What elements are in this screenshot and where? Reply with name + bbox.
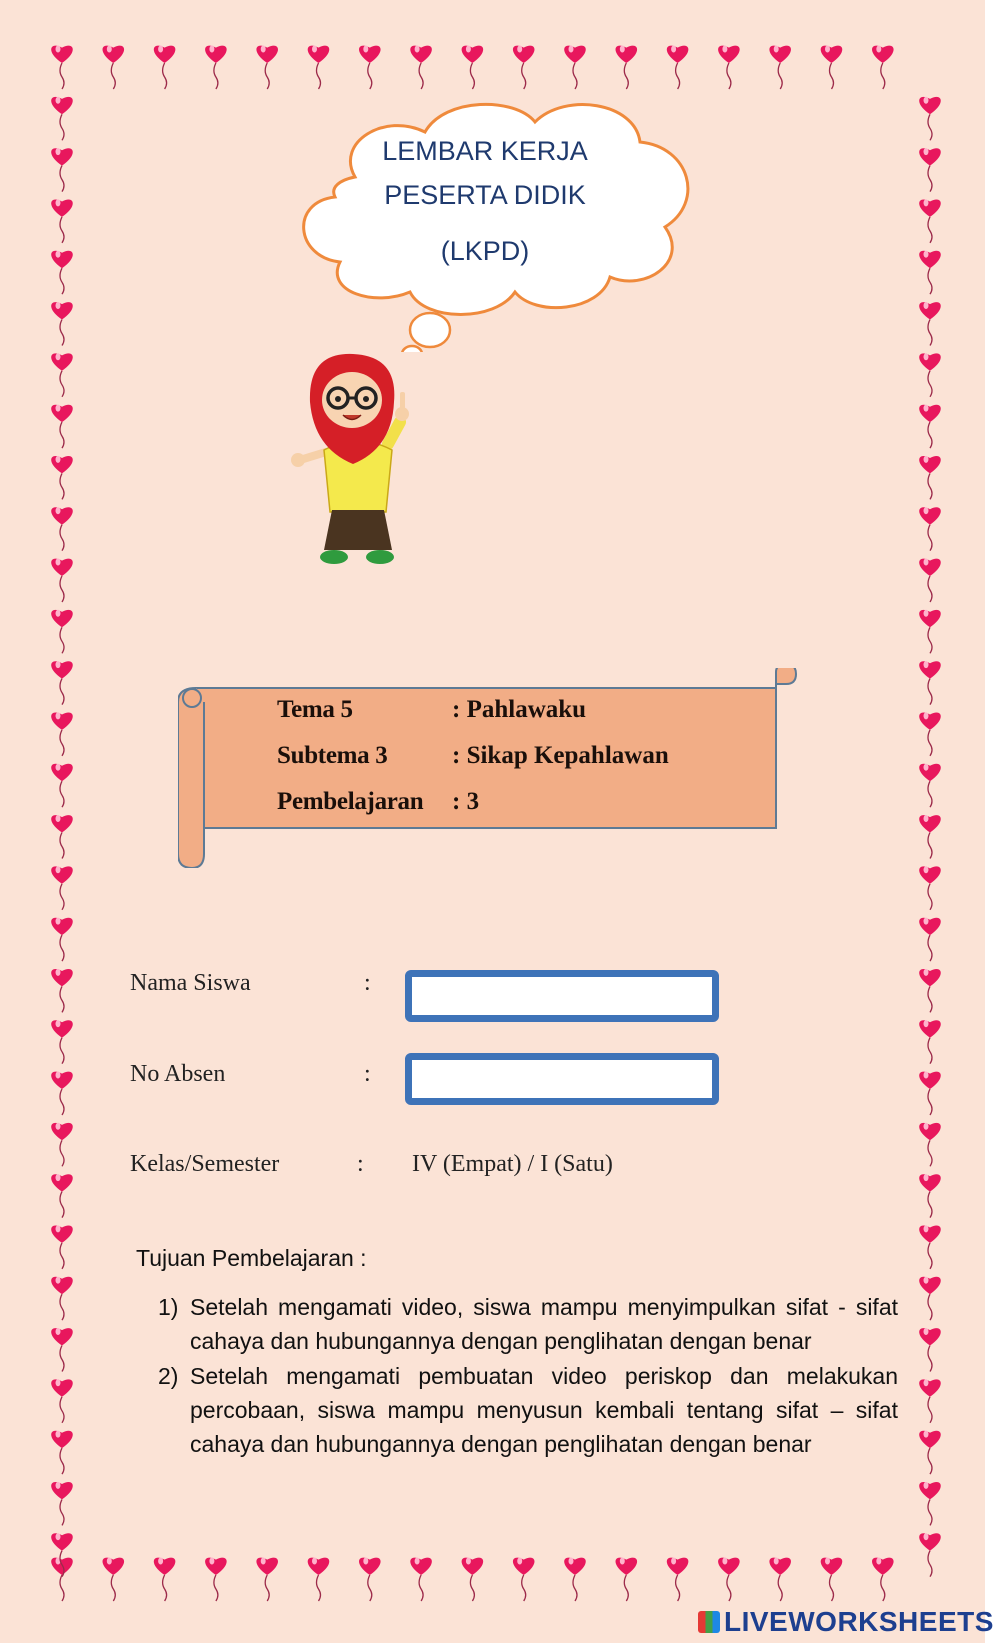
heart-balloon-icon: [103, 46, 125, 90]
heart-balloon-icon: [718, 46, 740, 90]
heart-balloon-icon: [616, 1558, 638, 1602]
heart-balloon-icon: [919, 661, 941, 705]
heart-balloon-icon: [51, 815, 73, 859]
heart-balloon-icon: [513, 46, 535, 90]
no-absen-colon: :: [364, 1061, 371, 1087]
heart-balloon-icon: [462, 1558, 484, 1602]
heart-balloon-icon: [51, 251, 73, 295]
thought-cloud: [295, 92, 705, 352]
liveworksheets-logo[interactable]: [698, 1606, 994, 1638]
no-absen-label: No Absen: [130, 1061, 226, 1087]
heart-balloon-icon: [919, 148, 941, 192]
heart-balloon-icon: [51, 661, 73, 705]
heart-balloon-icon: [919, 507, 941, 551]
nama-siswa-input[interactable]: [405, 970, 719, 1022]
heart-balloon-icon: [919, 97, 941, 141]
heart-balloon-icon: [919, 1328, 941, 1372]
kelas-semester-label: Kelas/Semester: [130, 1151, 280, 1177]
heart-balloon-icon: [821, 1558, 843, 1602]
scroll-value-subtema: : Sikap Kepahlawan: [452, 742, 669, 769]
heart-balloon-icon: [51, 353, 73, 397]
objective-item: [158, 1359, 898, 1461]
heart-balloon-icon: [51, 1174, 73, 1218]
heart-balloon-icon: [51, 456, 73, 500]
heart-balloon-icon: [462, 46, 484, 90]
heart-balloon-icon: [51, 1123, 73, 1167]
heart-balloon-icon: [410, 46, 432, 90]
scroll-value-pembelajaran: : 3: [452, 788, 480, 815]
title-line-2: PESERTA DIDIK: [384, 180, 586, 210]
heart-balloon-icon: [51, 1431, 73, 1475]
kelas-semester-value: IV (Empat) / I (Satu): [412, 1151, 613, 1177]
title-line-1: LEMBAR KERJA: [382, 136, 588, 166]
heart-balloon-icon: [821, 46, 843, 90]
heart-balloon-icon: [919, 712, 941, 756]
heart-balloon-icon: [919, 1123, 941, 1167]
heart-balloon-icon: [919, 610, 941, 654]
objective-number: 1): [158, 1294, 179, 1320]
heart-balloon-icon: [919, 1533, 941, 1577]
heart-balloon-icon: [919, 1020, 941, 1063]
heart-balloon-icon: [51, 1072, 73, 1116]
heart-balloon-icon: [51, 1558, 73, 1602]
heart-balloon-icon: [308, 46, 330, 90]
heart-balloon-icon: [718, 1558, 740, 1602]
heart-balloon-icon: [919, 918, 941, 962]
heart-balloon-icon: [919, 1482, 941, 1526]
heart-balloon-icon: [308, 1558, 330, 1602]
heart-balloon-icon: [919, 302, 941, 346]
heart-balloon-icon: [919, 1174, 941, 1218]
heart-balloon-icon: [872, 1558, 894, 1602]
heart-balloon-icon: [51, 1225, 73, 1269]
heart-balloon-icon: [359, 46, 381, 90]
heart-balloon-icon: [919, 1379, 941, 1423]
heart-balloon-icon: [51, 148, 73, 192]
heart-balloon-icon: [154, 1558, 176, 1602]
scroll-label-tema: Tema 5: [277, 696, 353, 723]
heart-balloon-icon: [51, 610, 73, 654]
heart-balloon-icon: [919, 199, 941, 243]
heart-balloon-icon: [256, 46, 278, 90]
heart-balloon-icon: [51, 507, 73, 551]
nama-siswa-label: Nama Siswa: [130, 970, 251, 996]
heart-balloon-icon: [919, 251, 941, 295]
heart-balloon-icon: [359, 1558, 381, 1602]
heart-balloon-icon: [51, 1020, 73, 1063]
heart-balloon-icon: [919, 353, 941, 397]
objective-text: Setelah mengamati pembuatan video periskop dan melakukan percobaan, siswa mampu menyusun kembali tentang sifat – sifat cahaya dan hubungannya dengan penglihatan dengan benar: [190, 1363, 898, 1457]
right-edge-strip: [985, 0, 1000, 1643]
heart-balloon-icon: [616, 46, 638, 90]
heart-balloon-icon: [51, 1533, 73, 1577]
heart-balloon-icon: [410, 1558, 432, 1602]
girl-illustration: [288, 352, 428, 572]
heart-balloon-icon: [919, 866, 941, 910]
heart-balloon-icon: [919, 764, 941, 808]
heart-balloon-icon: [103, 1558, 125, 1602]
heart-balloon-icon: [919, 559, 941, 603]
heart-balloon-icon: [51, 712, 73, 756]
logo-icon: [698, 1611, 720, 1633]
heart-balloon-icon: [205, 1558, 227, 1602]
heart-balloon-icon: [51, 866, 73, 910]
heart-balloon-icon: [51, 969, 73, 1013]
scroll-label-subtema: Subtema 3: [277, 742, 388, 769]
heart-balloon-icon: [51, 199, 73, 243]
scroll-label-pembelajaran: Pembelajaran: [277, 788, 424, 815]
heart-balloon-icon: [919, 1277, 941, 1321]
objective-text: Setelah mengamati video, siswa mampu menyimpulkan sifat - sifat cahaya dan hubungannya dengan penglihatan dengan benar: [190, 1294, 898, 1354]
heart-balloon-icon: [51, 918, 73, 962]
heart-balloon-icon: [51, 1482, 73, 1526]
kelas-semester-colon: :: [357, 1151, 364, 1177]
heart-balloon-icon: [51, 1379, 73, 1423]
heart-balloon-icon: [919, 456, 941, 500]
heart-balloon-icon: [919, 1431, 941, 1475]
heart-balloon-icon: [564, 46, 586, 90]
heart-balloon-icon: [769, 1558, 791, 1602]
heart-balloon-icon: [51, 1328, 73, 1372]
objective-item: [158, 1290, 898, 1358]
heart-balloon-icon: [51, 405, 73, 449]
heart-balloon-icon: [919, 815, 941, 859]
heart-balloon-icon: [513, 1558, 535, 1602]
heart-balloon-icon: [154, 46, 176, 90]
heart-balloon-icon: [919, 1072, 941, 1116]
heart-balloon-icon: [51, 302, 73, 346]
title-line-3: (LKPD): [440, 236, 530, 266]
heart-balloon-icon: [919, 405, 941, 449]
heart-balloon-icon: [51, 559, 73, 603]
heart-balloon-icon: [667, 1558, 689, 1602]
objective-number: 2): [158, 1363, 179, 1389]
no-absen-input[interactable]: [405, 1053, 719, 1105]
logo-text: LIVEWORKSHEETS: [724, 1606, 994, 1637]
heart-balloon-icon: [872, 46, 894, 90]
scroll-value-tema: : Pahlawaku: [452, 696, 587, 723]
heart-balloon-icon: [919, 969, 941, 1013]
nama-siswa-colon: :: [364, 970, 371, 996]
heart-balloon-icon: [205, 46, 227, 90]
heart-balloon-icon: [769, 46, 791, 90]
heart-balloon-icon: [51, 46, 73, 90]
heart-balloon-icon: [919, 1225, 941, 1269]
heart-balloon-icon: [564, 1558, 586, 1602]
heart-balloon-icon: [51, 764, 73, 808]
tujuan-heading: Tujuan Pembelajaran :: [136, 1245, 367, 1271]
heart-balloon-icon: [256, 1558, 278, 1602]
heart-balloon-icon: [667, 46, 689, 90]
heart-balloon-icon: [51, 1277, 73, 1321]
heart-balloon-icon: [51, 97, 73, 141]
